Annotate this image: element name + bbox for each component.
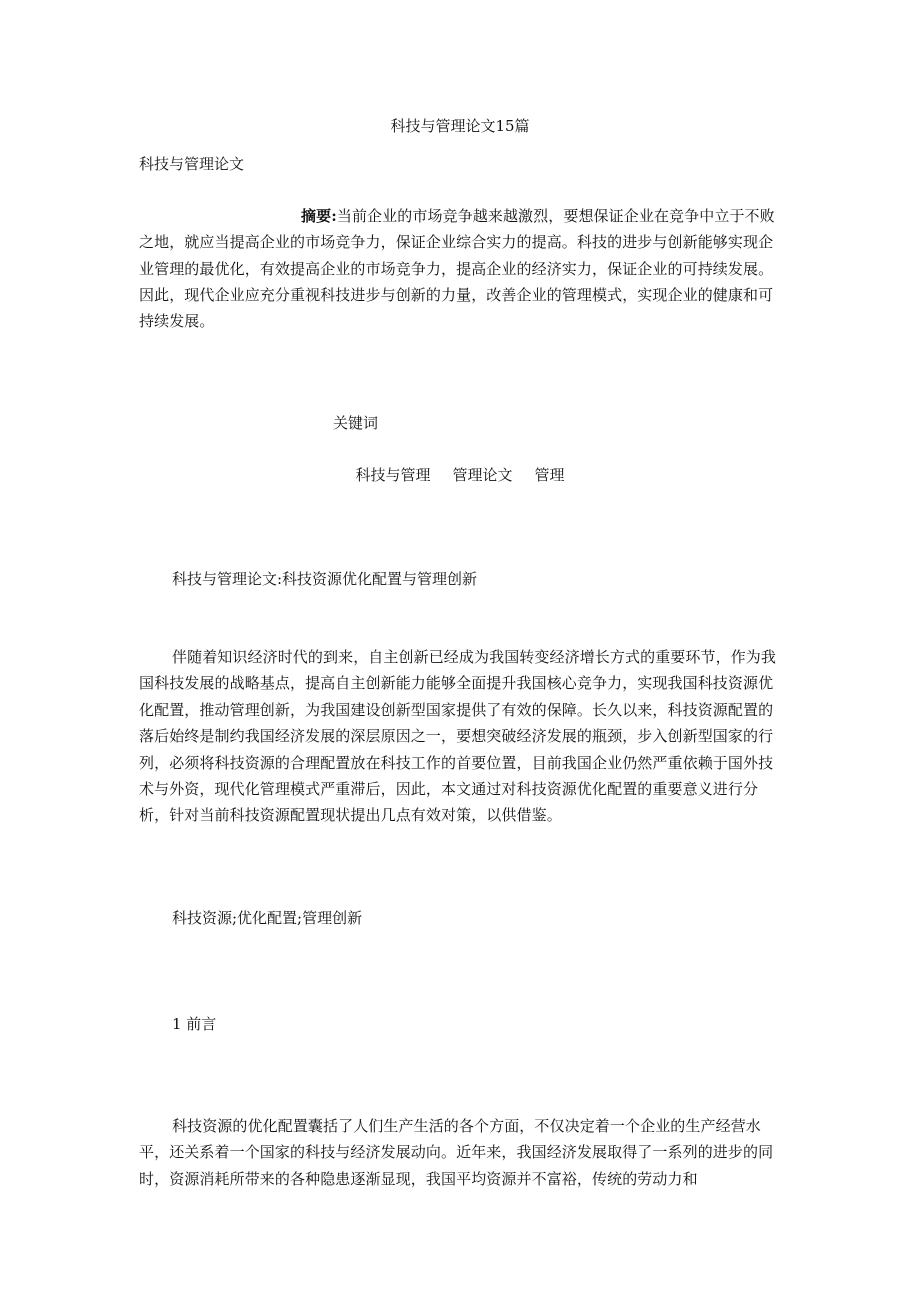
keywords-list xyxy=(0,462,920,488)
section-heading-preface: 1 前言 xyxy=(172,1015,217,1033)
keyword-item: 管理论文 xyxy=(452,466,513,484)
document-subtitle: 科技与管理论文 xyxy=(139,155,245,173)
keyword-item: 管理 xyxy=(534,466,565,484)
abstract-text: 当前企业的市场竞争越来越激烈，要想保证企业在竞争中立于不败之地，就应当提高企业的市场竞争力，保证企业综合实力的提高。科技的进步与创新能够实现企业管理的最优化，有效提高企业的市场竞争力，提高企业的经济实力，保证企业的可持续发展。因此，现代企业应充分重视科技进步与创新的力量，改善企业的管理模式，实现企业的健康和可持续发展。 xyxy=(139,207,775,331)
body-paragraph-2: 科技资源的优化配置囊括了人们生产生活的各个方面，不仅决定着一个企业的生产经营水平，还关系着一个国家的科技与经济发展动向。近年来，我国经济发展取得了一系列的进步的同时，资源消耗所带来的各种隐患逐渐显现，我国平均资源并不富裕，传统的劳动力和 xyxy=(139,1117,774,1188)
keyword-item: 科技与管理 xyxy=(355,466,431,484)
article-keywords: 科技资源;优化配置;管理创新 xyxy=(172,909,363,927)
abstract-paragraph xyxy=(139,203,784,334)
keywords-label: 关键词 xyxy=(333,414,379,432)
document-title: 科技与管理论文15篇 xyxy=(390,117,530,135)
body-paragraph-1: 伴随着知识经济时代的到来，自主创新已经成为我国转变经济增长方式的重要环节，作为我国科技发展的战略基点，提高自主创新能力能够全面提升我国核心竞争力，实现我国科技资源优化配置，推动管理创新，为我国建设创新型国家提供了有效的保障。长久以来，科技资源配置的落后始终是制约我国经济发展的深层原因之一，要想突破经济发展的瓶颈，步入创新型国家的行列，必须将科技资源的合理配置放在科技工作的首要位置，目前我国企业仍然严重依赖于国外技术与外资，现代化管理模式严重滞后，因此，本文通过对科技资源优化配置的重要意义进行分析，针对当前科技资源配置现状提出几点有效对策，以供借鉴。 xyxy=(139,648,777,825)
abstract-label: 摘要: xyxy=(301,207,337,225)
section-title: 科技与管理论文:科技资源优化配置与管理创新 xyxy=(172,570,478,588)
